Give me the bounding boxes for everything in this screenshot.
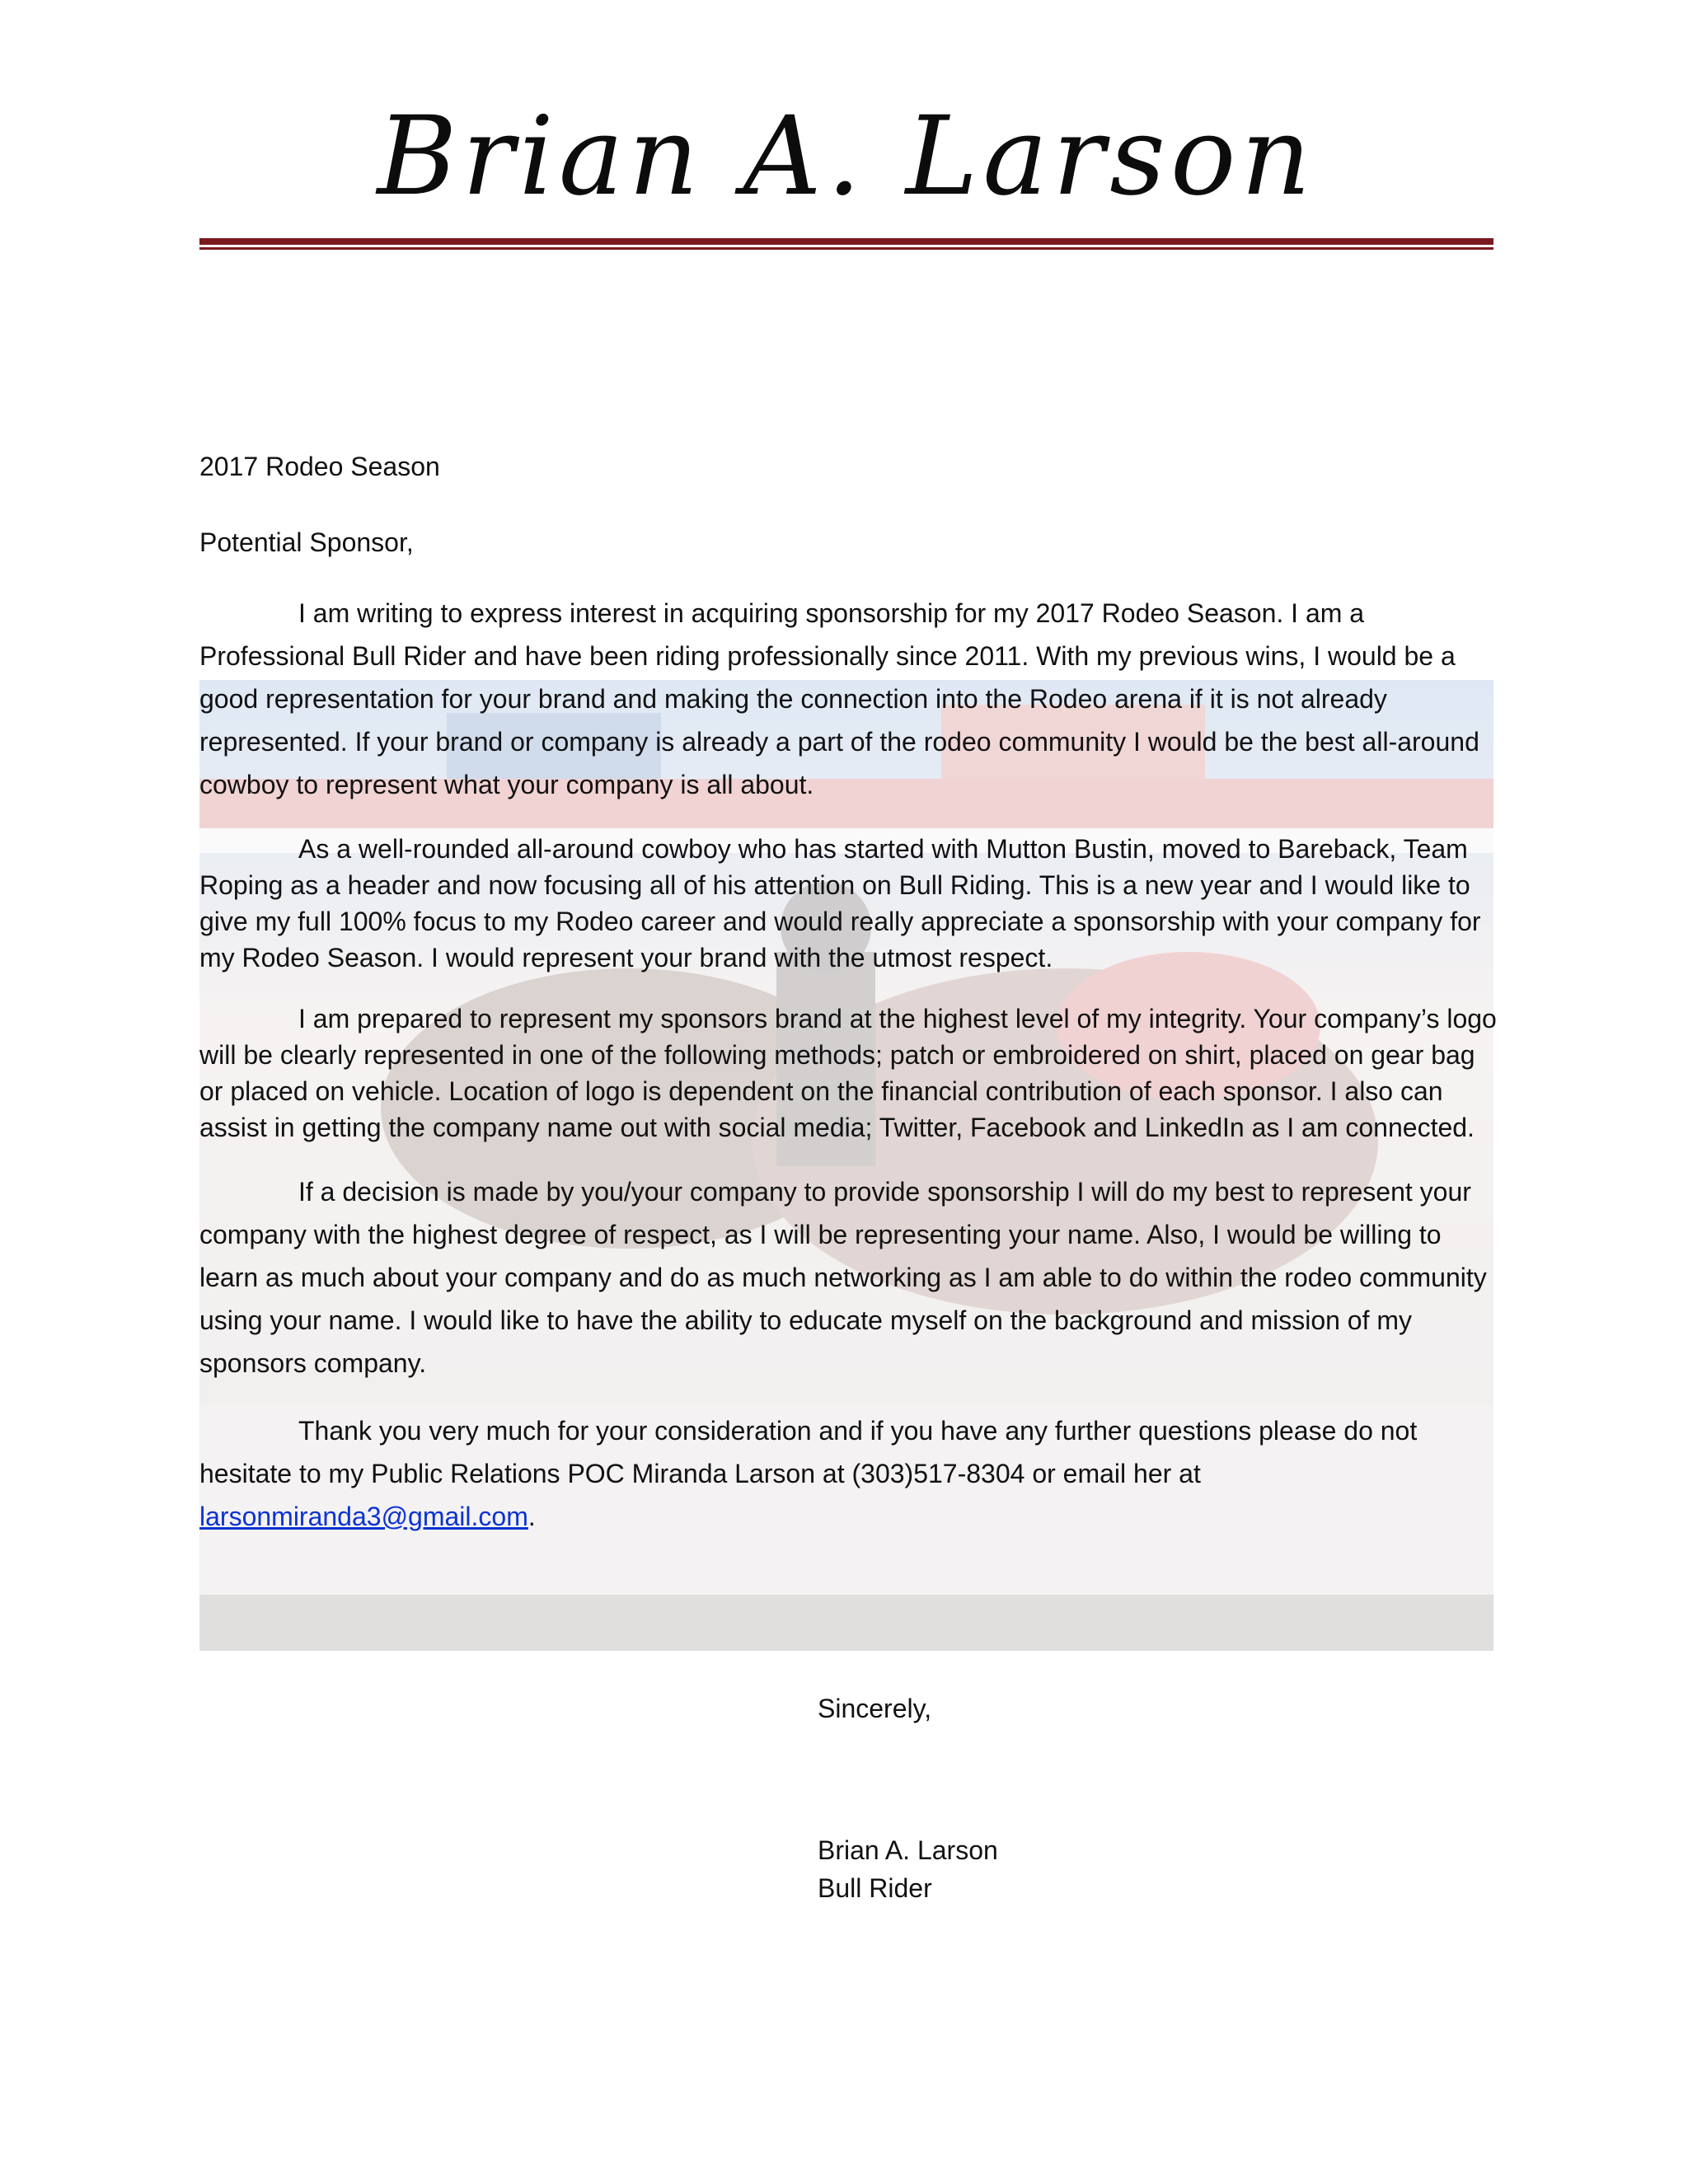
letterhead [199, 93, 1493, 262]
paragraph-5 [199, 1409, 1498, 1538]
paragraph-5-punctuation: . [528, 1502, 536, 1531]
salutation: Potential Sponsor, [199, 527, 414, 557]
paragraph-4: If a decision is made by you/your company to provide sponsorship I will do my best to represent your company with the highest degree of respect, as I will be representing your name. Also, I would be willing to learn as much about your company and do as much networking as I am able to do within the rodeo community using your name. I would like to have the ability to educate myself on the background and mission of my sponsors company. [199, 1177, 1487, 1378]
email-link[interactable]: larsonmiranda3@gmail.com [199, 1502, 528, 1531]
signature-title: Bull Rider [818, 1873, 932, 1903]
letter-body [199, 445, 1498, 1563]
letterhead-rule-thick [199, 238, 1493, 245]
letterhead-name: Brian A. Larson [377, 93, 1316, 220]
letterhead-rule-thin [199, 247, 1493, 250]
date-line: 2017 Rodeo Season [199, 452, 440, 481]
signature-block [818, 1831, 998, 1907]
paragraph-5-text: Thank you very much for your consideration and if you have any further questions please do not hesitate to my Public Relations POC Miranda Larson at (303)517-8304 or email her at [199, 1416, 1418, 1488]
paragraph-2: As a well-rounded all-around cowboy who has started with Mutton Bustin, moved to Bareback, Team Roping as a header and now focusing all of his attention on Bull Riding. This is a new year and I would like to give my full 100% focus to my Rodeo career and would really appreciate a sponsorship with your company for my Rodeo Season. I would represent your brand with the utmost respect. [199, 834, 1481, 972]
closing: Sincerely, [818, 1694, 932, 1723]
paragraph-1: I am writing to express interest in acquiring sponsorship for my 2017 Rodeo Season. I am a Professional Bull Rider and have been riding professionally since 2011. With my previous wins, I would be a good representation for your brand and making the connection into the Rodeo arena if it is not already represented. If your brand or company is already a part of the rodeo community I would be the best all-around cowboy to represent what your company is all about. [199, 598, 1479, 799]
signature-name: Brian A. Larson [818, 1835, 998, 1865]
paragraph-3: I am prepared to represent my sponsors brand at the highest level of my integrity. Your company’s logo will be clearly represented in one of the following methods; patch or embroidered on shirt, placed on gear bag or placed on vehicle. Location of logo is dependent on the financial contribution of each sponsor. I also can assist in getting the company name out with social media; Twitter, Facebook and LinkedIn as I am connected. [199, 1004, 1497, 1142]
